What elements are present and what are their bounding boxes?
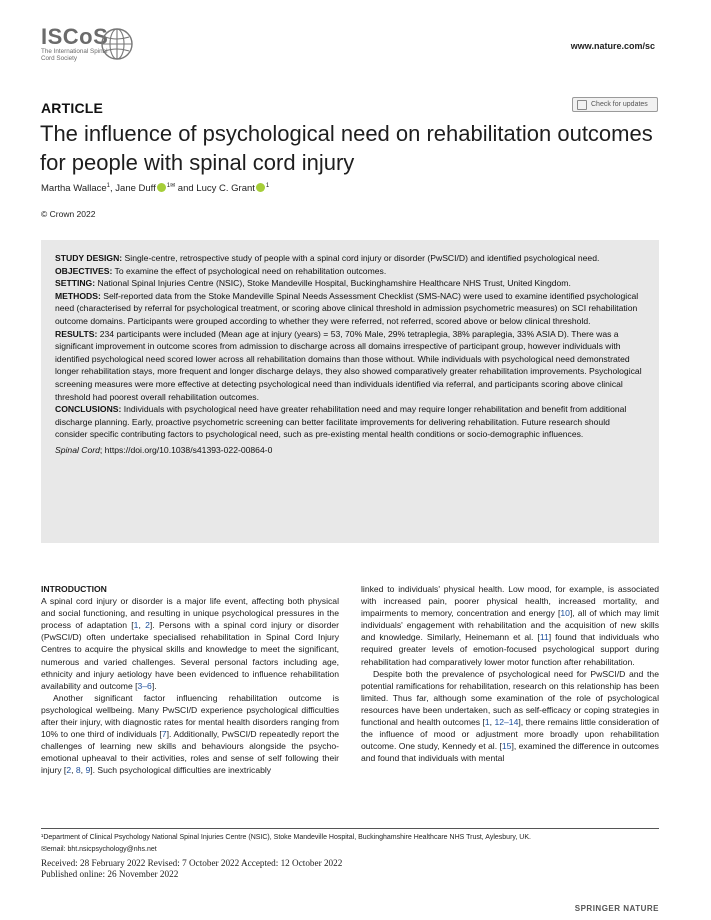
abstract-text: National Spinal Injuries Centre (NSIC), Stoke Mandeville Hospital, Buckinghamshire Healthcare NHS Trust, United Kingdom. [95, 278, 571, 289]
abstract-text: 234 participants were included (Mean age at injury (years) = 53, 70% Male, 29% tetraplegia, 38% paraplegia, 33% ASIA D). There was a significant improvement in outcome scores from admission to discharge across all domains irrespective of participant group, however individuals with identified psychological need scored lower across all rehabilitation domains than those without. While individuals with psychological need demonstrated longer rehabilitation stays, more frequent and longer discharge delays, they also showed comparatively greater rehabilitation improvements. Psychological screening measures were more effective at detecting psychological need than individuals identified via referral, and participants scoring above clinical threshold had poorest overall rehabilitation outcomes. [55, 328, 642, 402]
abstract-text: Self-reported data from the Stoke Mandeville Spinal Needs Assessment Checklist (SMS-NAC) were used to examine identified psychological need (characterised by referral for psychological treatment, or scoring above clinical threshold in admission psychometric measures) on SCI rehabilitation outcome domains. Participants were grouped according to whether they were referred, not referred, scored above or below clinical threshold. [55, 290, 639, 326]
update-check-icon [577, 100, 587, 110]
society-logo-subtitle: The International Spinal Cord Society [41, 48, 108, 62]
abstract-heading: SETTING: [55, 278, 96, 289]
footer-divider [41, 828, 659, 829]
affiliation-marker: 1✉ [166, 183, 176, 189]
body-text: ], examined the difference in outcomes and found that individuals with mental [361, 741, 659, 764]
reference-link[interactable]: 8 [75, 765, 81, 776]
body-text: ]. [151, 680, 157, 691]
reference-link[interactable]: 9 [85, 765, 91, 776]
abstract-heading: METHODS: [55, 290, 101, 301]
abstract-text: Individuals with psychological need have greater rehabilitation need and may require longer rehabilitation and benefit from additional discharge planning. Early, proactive psychometric screening can better facilitate improvements for delivering rehabilitation. Future research should consider specific contributing factors to psychological need, such as pre-existing mental health conditions or socio-demographic influences. [55, 404, 627, 440]
body-paragraph [361, 668, 659, 765]
reference-link[interactable]: 10 [560, 608, 570, 619]
publisher-logo-text: SPRINGER NATURE [574, 904, 659, 913]
corresponding-email[interactable]: ✉email: bht.nsicpsychology@nhs.net [41, 846, 157, 853]
section-heading-introduction: INTRODUCTION [41, 584, 107, 594]
author-name[interactable]: Martha Wallace [41, 183, 107, 195]
abstract-conclusions [55, 403, 644, 441]
abstract-objectives [55, 265, 644, 278]
abstract-results [55, 328, 644, 404]
body-text: ]. Such psychological difficulties are inextricably [90, 765, 272, 776]
body-text: , [138, 620, 146, 631]
affiliation-marker: 1 [106, 183, 110, 189]
published-online-date: Published online: 26 November 2022 [41, 869, 179, 879]
reference-link[interactable]: 2 [66, 765, 72, 776]
abstract-heading: RESULTS: [55, 328, 98, 339]
reference-link[interactable]: 1 [484, 717, 490, 728]
body-text: ]. Persons with a spinal cord injury or disorder (PwSCI/D) often undertake specialised rehabilitation in Spinal Cord Injury Centres to acquire the physical skills and knowledge to meet the significant, numerous and varied challenges. Several personal factors including age, ethnicity and injury aetiology have been evidenced to influence rehabilitation availability and outcome [ [41, 620, 339, 691]
body-text: A spinal cord injury or disorder is a major life event, affecting both physical and social functioning, and resulting in unique psychological pressures in the process of adaptation [ [41, 596, 339, 631]
article-title: The influence of psychological need on rehabilitation outcomes for people with spinal cord injury [40, 121, 653, 175]
body-paragraph [41, 595, 339, 692]
body-text: ], all of which may limit individuals' engagement with rehabilitation and the acquisition of new skills and knowledge. Similarly, Heinemann et al. [ [361, 608, 659, 643]
reference-link[interactable]: 12–14 [494, 717, 519, 728]
journal-site-link[interactable]: www.nature.com/sc [570, 41, 655, 51]
abstract-heading: STUDY DESIGN: [55, 253, 123, 263]
author-list [41, 182, 269, 194]
affiliation-marker: 1 [265, 183, 270, 189]
abstract-setting [55, 277, 644, 290]
journal-name: Spinal Cord [55, 444, 100, 455]
body-column-right [361, 583, 659, 764]
body-text: , [71, 765, 76, 776]
orcid-icon[interactable] [256, 183, 265, 192]
check-for-updates-label: Check for updates [591, 101, 648, 108]
body-text: , [80, 765, 86, 776]
author-separator: , [110, 183, 116, 195]
copyright-notice: © Crown 2022 [41, 209, 96, 219]
abstract-box [41, 240, 659, 543]
publication-dates [41, 858, 342, 880]
check-for-updates-button[interactable] [572, 97, 658, 112]
globe-logo-icon [100, 27, 134, 61]
abstract-text: Single-centre, retrospective study of people with a spinal cord injury or disorder (PwSCI/D) and identified psychological need. [122, 253, 600, 263]
body-text: Another significant factor influencing rehabilitation outcome is psychological wellbeing. Many PwSCI/D experience psychological difficulties after their injury, with diagnostic rates for mental health disorders ranging from 10% to one third of individuals [ [41, 692, 339, 740]
body-text: ], there remains little consideration of the influence of mood or adjustment more broadly upon rehabilitation outcome. One study, Kennedy et al. [ [361, 717, 659, 752]
reference-link[interactable]: 1 [133, 620, 139, 631]
orcid-icon[interactable] [157, 183, 166, 192]
abstract-text: To examine the effect of psychological need on rehabilitation outcomes. [112, 265, 387, 276]
reference-link[interactable]: 15 [501, 741, 512, 752]
body-paragraph [41, 692, 339, 777]
abstract-study-design [55, 252, 644, 265]
society-logo-text: ISCoS [41, 24, 109, 49]
body-text: linked to individuals' physical health. Low mood, for example, is associated with increased pain, poorer physical health, increased mortality, and impairments to memory, concentration and energy [ [361, 584, 659, 619]
reference-link[interactable]: 2 [145, 620, 150, 631]
body-paragraph [361, 583, 659, 668]
citation-line [55, 444, 644, 457]
body-text: ] found that individuals who required greater levels of emotion-focused psychological support during rehabilitation had comparatively lower motor function after rehabilitation. [361, 632, 660, 667]
reference-link[interactable]: 3–6 [137, 680, 152, 691]
reference-link[interactable]: 7 [161, 729, 167, 740]
body-column-left [41, 583, 339, 777]
reference-link[interactable]: 11 [539, 632, 549, 643]
affiliation-footnote: ¹Department of Clinical Psychology National Spinal Injuries Centre (NSIC), Stoke Mandeville Hospital, Buckinghamshire Healthcare NHS Trust, Aylesbury, UK. [41, 834, 531, 841]
abstract-methods [55, 290, 644, 328]
author-name[interactable]: Lucy C. Grant [196, 183, 255, 195]
abstract-heading: OBJECTIVES: [55, 265, 113, 276]
body-text: ]. Additionally, PwSCI/D repeatedly report the challenges of learning new skills and behaviours alongside the psycho-emotional upheaval to their activities, roles and sense of self following their injury [ [41, 729, 340, 776]
abstract-heading: CONCLUSIONS: [55, 404, 122, 415]
author-separator: and [175, 183, 197, 195]
author-name[interactable]: Jane Duff [115, 183, 156, 195]
article-type-label: ARTICLE [41, 100, 104, 116]
body-text: , [489, 717, 495, 728]
received-revised-accepted-dates: Received: 28 February 2022 Revised: 7 October 2022 Accepted: 12 October 2022 [41, 858, 343, 868]
body-text: Despite both the prevalence of psychological need for PwSCI/D and the potential ramifications for rehabilitation, research on this relationship has been limited. Thus far, although some examination of the role of psychological resources have been undertaken, such as self-efficacy or coping strategies in functional and health outcomes [ [361, 668, 659, 728]
doi-link[interactable]: ; https://doi.org/10.1038/s41393-022-00864-0 [99, 444, 273, 455]
